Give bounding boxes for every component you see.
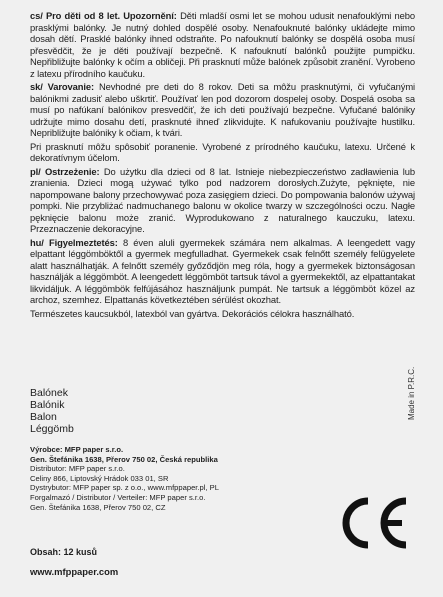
warning-text-block [30,10,415,321]
product-name-cs: Balónek [30,387,68,399]
warning-hu [30,237,415,306]
warning-pl-text: Do użytku dla dzieci od 8 lat. Istnieje niebezpieczeństwo zadławienia lub zranienia. Dzieci mogą używać tylko pod nadzorem dorosłych.Zużyte, pęknięte, nie napompowane balony przechowywać poza zasięgiem dzieci. Do pompowania balonów używaj pompki. Nie przybliżać nadmuchanego balonu w okolice twarzy w szczególności oczu. Nagłe pęknięcie balonu może zranić. Wyprodukowano z naturalnego kauczuku, latexu. Przeznaczenie dekoracyjne. [30,165,416,234]
warning-hu-text: 8 éven aluli gyermekek számára nem alkalmas. A leengedett vagy elpattant léggömböktől a gyermek megfulladhat. Gyermekek csak felnőtt személy felügyelete alatt használhatják. A felnőtt személy győződjön meg róla, hogy a gyermekek biztonságosan használják a léggömböt. A leengedett léggömböt tartsuk távol a gyermekektől, az elpattantakat likvidáljuk. A léggömbök felfújásához használjunk pumpát. Ne tartsuk a léggömböt közel az archoz, szemhez. Elpattanás következtében sérülést okozhat. [30,236,415,305]
product-name-sk: Balónik [30,399,65,411]
distributor-multi-address: Gen. Štefánika 1638, Přerov 750 02, CZ [30,502,166,512]
warning-sk-text-2: Pri prasknutí môžu spôsobiť poranenie. Vyrobené z prírodného kaučuku, latexu. Určené k dekoratívnym účelom. [30,140,415,163]
manufacturer-line: Výrobce: MFP paper s.r.o. [30,445,124,454]
distributor-pl-line: Dystrybutor: MFP paper sp. z o.o., www.mfppaper.pl, PL [30,483,219,493]
warning-cs-text: Děti mladší osmi let se mohou udusit nenafouklými nebo prasklými balónky. Je nutný dohled dospělé osoby. Nenafouknuté balónky ukládejte mimo dosah dětí. Prasklé balónky ihned odstraňte. Po nafouknutí balónky se dospělá osoba musí přesvědčit, že je děti používají bezpečně. K nafouknutí balónků použijte pumpičku. Nepřibližujte balónky k očím a obličeji. Při prasknutí může balónek způsobit zranění. Vyrobeno z latexu přírodního kaučuku. [30,10,415,79]
product-name-hu: Léggömb [30,423,74,435]
warning-pl-label: pl/ Ostrzeżenie: [30,165,100,177]
warning-sk-text: Nevhodné pre deti do 8 rokov. Deti sa môžu prasknutými, či vyfučanými balónikmi zadusiť alebo uškrtiť. Používať len pod dozorom dospelej osoby. Dospelá osoba sa musí po nafúkaní balónikov presvedčiť, že ich deti používajú bezpečne. Vyfučané balóniky udržujte mimo dosahu detí, prasknuté ihneď zlikvidujte. K nafukovaniu používajte hustilku. Nepribližujte balóniky k očiam, k tvári. [30,81,416,138]
warning-hu-label: hu/ Figyelmeztetés: [30,236,118,248]
website-url: www.mfppaper.com [30,566,119,577]
distributor-address: Celiny 866, Liptovský Hrádok 033 01, SR [30,473,169,483]
warning-cs-label: cs/ Pro děti od 8 let. Upozornění: [30,10,177,21]
distributor-line: Distributor: MFP paper s.r.o. [30,464,125,474]
manufacturer-info [30,445,219,512]
made-in-label-wrap [405,345,419,420]
warning-sk-2 [30,141,415,164]
distributor-multi-line: Forgalmazó / Distributor / Verteiler: MFP paper s.r.o. [30,492,206,502]
package-quantity: Obsah: 12 kusů [30,547,98,557]
warning-hu-text-2: Természetes kaucsukból, latexból van gyártva. Dekorációs célokra használható. [30,307,355,319]
ce-mark-icon [338,497,410,549]
warning-pl [30,166,415,235]
warning-hu-2 [30,308,415,320]
warning-sk-label: sk/ Varovanie: [30,81,95,92]
warning-cs [30,10,415,79]
product-names [30,387,74,435]
warning-sk [30,81,415,139]
made-in-label: Made in P.R.C. [407,366,416,420]
manufacturer-address: Gen. Štefánika 1638, Přerov 750 02, Česká republika [30,454,218,464]
product-name-pl: Balon [30,411,57,423]
